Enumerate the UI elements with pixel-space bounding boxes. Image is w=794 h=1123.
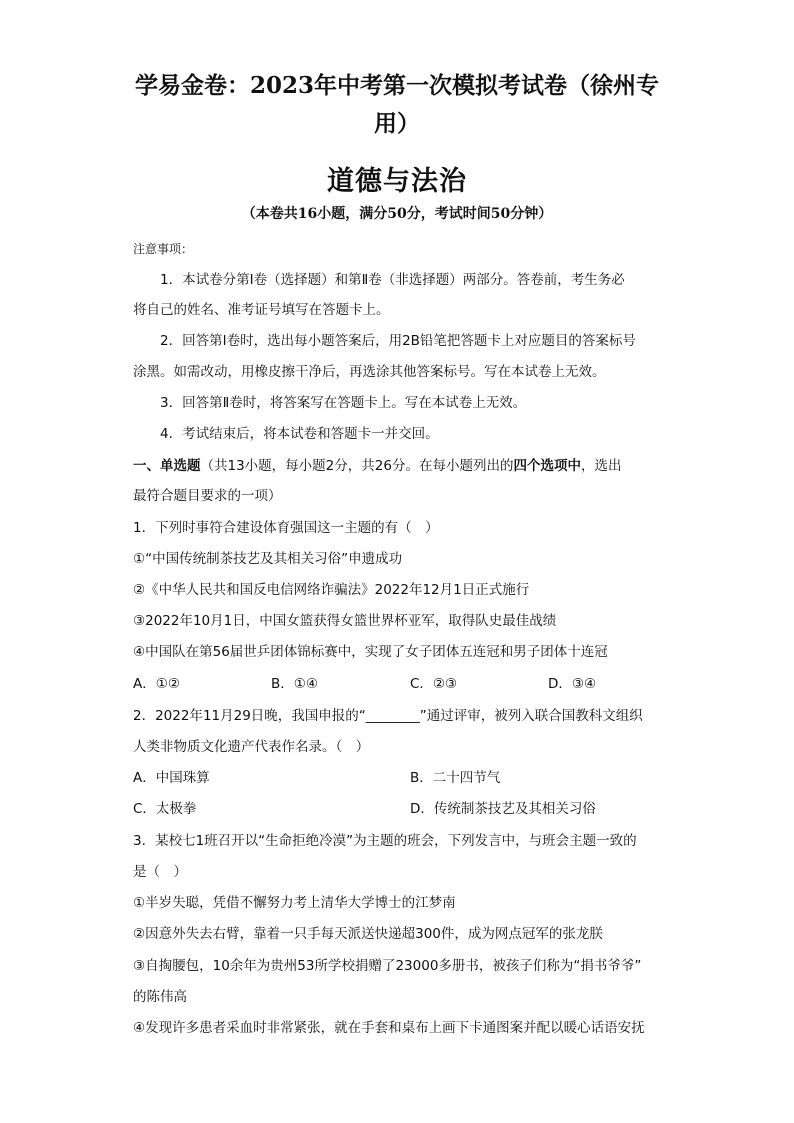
notice-item: 3．回答第Ⅱ卷时，将答案写在答题卡上。写在本试卷上无效。 <box>160 395 527 411</box>
q2-option-c: C．太极拳 <box>133 801 197 817</box>
notice-item: 4．考试结束后，将本试卷和答题卡一并交回。 <box>160 426 439 442</box>
subject-title: 道德与法治 <box>327 166 467 197</box>
q3-item: ①半岁失聪，凭借不懈努力考上清华大学博士的江梦南 <box>133 895 456 911</box>
notice-item: 将自己的姓名、准考证号填写在答题卡上。 <box>133 302 390 318</box>
q1-option-d: D．③④ <box>548 676 597 692</box>
q1-option-b: B．①④ <box>271 676 318 692</box>
q1-stem: 1．下列时事符合建设体育强国这一主题的有（ ） <box>133 520 439 536</box>
section-heading-text: （共13小题，每小题2分，共26分。在每小题列出的 <box>200 458 514 474</box>
q2-option-b: B．二十四节气 <box>410 770 501 786</box>
notice-item: 2．回答第Ⅰ卷时，选出每小题答案后，用2B铅笔把答题卡上对应题目的答案标号 <box>160 333 636 349</box>
q3-item: 的陈伟高 <box>133 989 187 1005</box>
section-heading-line2: 最符合题目要求的一项） <box>133 488 282 504</box>
exam-title-line1: 学易金卷：2023年中考第一次模拟考试卷（徐州专 <box>134 72 659 99</box>
section-heading-bold2: 四个选项中 <box>513 458 581 474</box>
section-heading-text2: ，选出 <box>580 458 622 474</box>
q2-stem-line1: 2．2022年11月29日晚，我国申报的“________”通过评审，被列入联合国教科文组织 <box>133 708 643 724</box>
exam-info: （本卷共16小题，满分50分，考试时间50分钟） <box>241 206 553 222</box>
q3-item: ③自掏腰包，10余年为贵州53所学校捐赠了23000多册书，被孩子们称为“捐书爷爷” <box>133 958 642 974</box>
q2-option-d: D．传统制茶技艺及其相关习俗 <box>410 801 596 817</box>
q1-item: ①“中国传统制茶技艺及其相关习俗”申遗成功 <box>133 551 403 567</box>
notice-heading: 注意事项： <box>133 242 194 256</box>
q3-stem-line2: 是（ ） <box>133 864 187 880</box>
q1-item: ②《中华人民共和国反电信网络诈骗法》2022年12月1日正式施行 <box>133 582 530 598</box>
q2-option-a: A．中国珠算 <box>133 770 210 786</box>
exam-title-line2: 用） <box>374 110 420 137</box>
q3-item: ④发现许多患者采血时非常紧张，就在手套和桌布上画下卡通图案并配以暖心话语安抚 <box>133 1020 645 1036</box>
section-heading-bold: 一、单选题 <box>133 458 201 474</box>
q3-stem-line1: 3．某校七1班召开以“生命拒绝冷漠”为主题的班会，下列发言中，与班会主题一致的 <box>133 833 637 849</box>
q2-stem-line2: 人类非物质文化遗产代表作名录。（ ） <box>133 739 370 755</box>
notice-item: 涂黑。如需改动，用橡皮擦干净后，再选涂其他答案标号。写在本试卷上无效。 <box>133 364 606 380</box>
q1-item: ④中国队在第56届世乒团体锦标赛中，实现了女子团体五连冠和男子团体十连冠 <box>133 644 608 660</box>
section-heading <box>133 456 673 476</box>
notice-item: 1．本试卷分第Ⅰ卷（选择题）和第Ⅱ卷（非选择题）两部分。答卷前，考生务必 <box>160 272 625 288</box>
q1-option-c: C．②③ <box>410 676 458 692</box>
q3-item: ②因意外失去右臂，靠着一只手每天派送快递超300件，成为网点冠军的张龙朕 <box>133 926 603 942</box>
q1-option-a: A．①② <box>133 676 180 692</box>
q1-item: ③2022年10月1日，中国女篮获得女篮世界杯亚军，取得队史最佳战绩 <box>133 613 557 629</box>
